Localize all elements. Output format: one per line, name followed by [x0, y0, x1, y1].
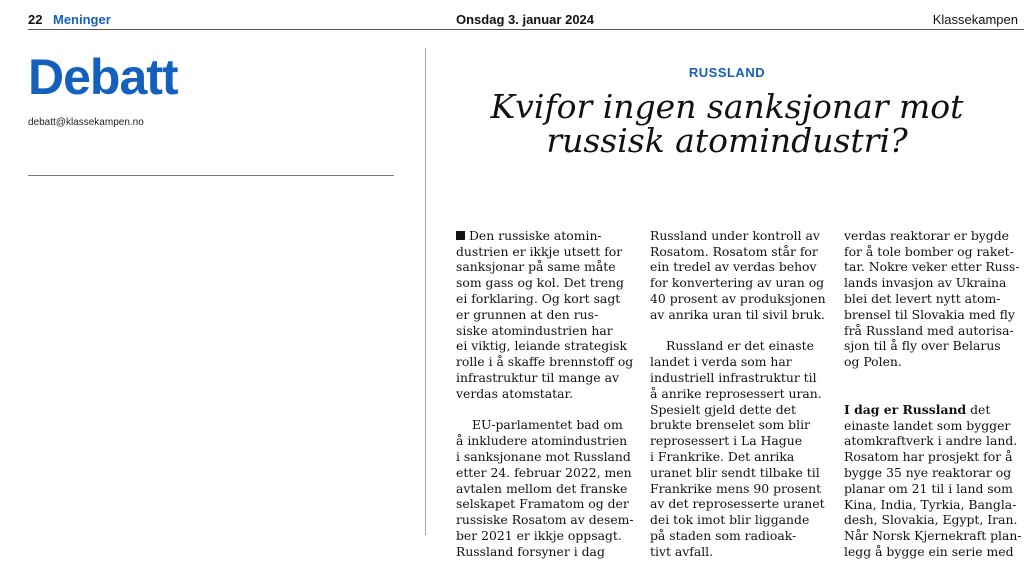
sidebar-divider	[28, 175, 394, 176]
paragraph	[844, 402, 1022, 560]
headline-text: Kvifor ingen sanksjonar mot russisk atomindustri?	[490, 87, 964, 160]
article-column-2	[650, 212, 828, 575]
paragraph-text: Den russiske atomin- dustrien er ikkje utsett for sanksjonar på same måte som gass og kol. Det treng ei forklaring. Og kort sagt er grunnen at den rus- siske atomindustrien har ei viktig, leiande strategisk rolle i å skaffe brennstoff og infrastruktur til mange av verdas atomstatar.	[456, 227, 634, 401]
publication-name: Klassekampen	[932, 12, 1018, 27]
section-name: Meninger	[53, 12, 111, 27]
section-title: Debatt	[28, 49, 178, 105]
paragraph	[456, 228, 634, 402]
paragraph: Russland er det einaste landet i verda som har industriell infrastruktur til å anrike reprosessert uran. Spesielt gjeld dette det brukte brenselet som blir reprosessert i La Hague i Frankrike. Det anrika uranet blir sendt tilbake til Frankrike mens 90 prosent av det reprosesserte uranet dei tok imot blir liggande på staden som radioak- tivt avfall.	[650, 338, 825, 559]
article-column-3	[844, 212, 1022, 576]
article-kicker: RUSSLAND	[688, 65, 766, 80]
page-header	[0, 0, 1024, 30]
issue-date: Onsdag 3. januar 2024	[456, 12, 595, 27]
article-column-1	[456, 212, 634, 575]
article-headline	[430, 87, 1024, 160]
paragraph-text: det einaste landet som bygger atomkraftverk i andre land. Rosatom har prosjekt for å bygge 35 nye reaktorar og planar om 21 til i land som Kina, India, Tyrkia, Bangla- desh, Slovakia, Egypt, Iran. Når Norsk Kjernekraft plan- legg å bygge ein serie med	[844, 401, 1022, 559]
column-divider	[425, 48, 426, 535]
contact-email: debatt@klassekampen.no	[28, 117, 144, 128]
paragraph: Russland under kontroll av Rosatom. Rosatom står for ein tredel av verdas behov for konvertering av uran og 40 prosent av produksjonen av anrika uran til sivil bruk.	[650, 227, 826, 322]
start-square-icon	[456, 231, 465, 240]
header-rule	[28, 29, 1024, 30]
paragraph: verdas reaktorar er bygde for å tole bomber og raket- tar. Nokre veker etter Russ- lands invasjon av Ukraina blei det levert nytt atom- brensel til Slovakia med fly frå Russland med autorisa- sjon til å fly over Belarus og Polen.	[844, 227, 1020, 370]
paragraph: EU-parlamentet bad om å inkludere atomindustrien i sanksjonane mot Russland etter 24. februar 2022, men avtalen mellom det franske selskapet Framatom og der russiske Rosatom av desem- ber 2021 er ikkje oppsagt. Russland forsyner i dag	[456, 417, 634, 559]
page-number: 22	[28, 12, 43, 27]
lead-in: I dag er Russland	[844, 401, 967, 417]
